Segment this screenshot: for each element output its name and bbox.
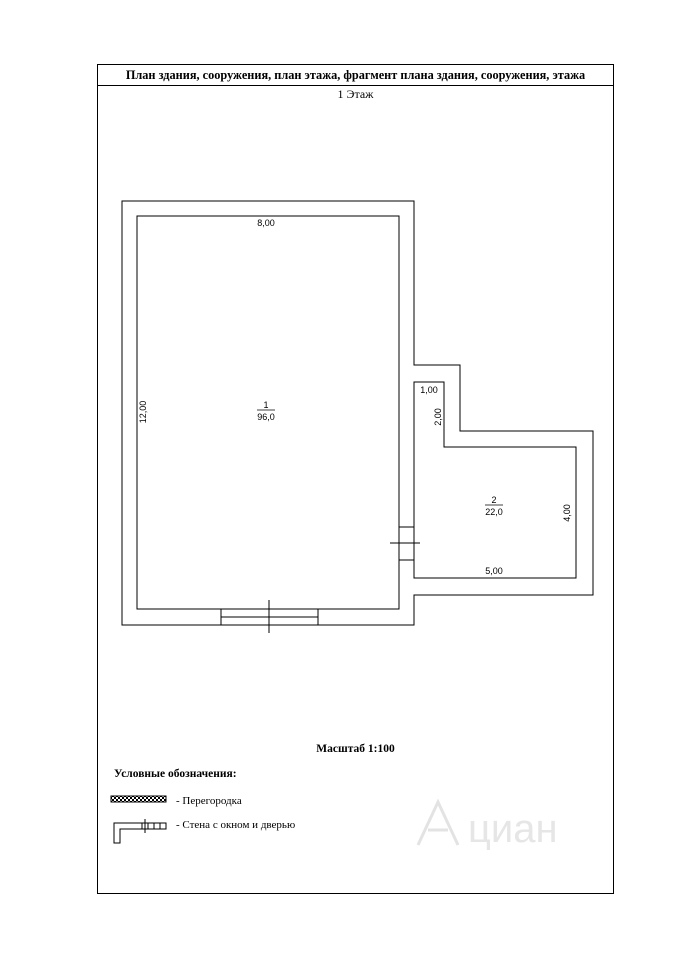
legend-title: Условные обозначения:	[114, 768, 237, 780]
cian-watermark-logo	[410, 790, 610, 860]
dim-annex-height: 2,00	[433, 408, 443, 426]
plan-title: План здания, сооружения, план этажа, фрагмент плана здания, сооружения, этажа	[98, 65, 613, 86]
dim-room2-height: 4,00	[562, 504, 572, 522]
dim-room1-height: 12,00	[138, 400, 148, 424]
room-1-number: 1	[263, 400, 269, 410]
dim-room2-width: 5,00	[485, 566, 503, 576]
dim-room1-width: 8,00	[257, 218, 275, 228]
dim-annex-width: 1,00	[420, 385, 438, 395]
scale-label: Масштаб 1:100	[316, 743, 395, 755]
watermark-text: циан	[468, 807, 558, 851]
room-2-number: 2	[491, 495, 497, 505]
outer-wall	[122, 201, 593, 625]
floor-label: 1 Этаж	[337, 87, 374, 101]
legend-wall-label: - Стена с окном и дверью	[176, 819, 296, 831]
room-2-area: 22,0	[485, 507, 503, 517]
legend-partition-label: - Перегородка	[176, 795, 242, 807]
room-1-area: 96,0	[257, 412, 275, 422]
